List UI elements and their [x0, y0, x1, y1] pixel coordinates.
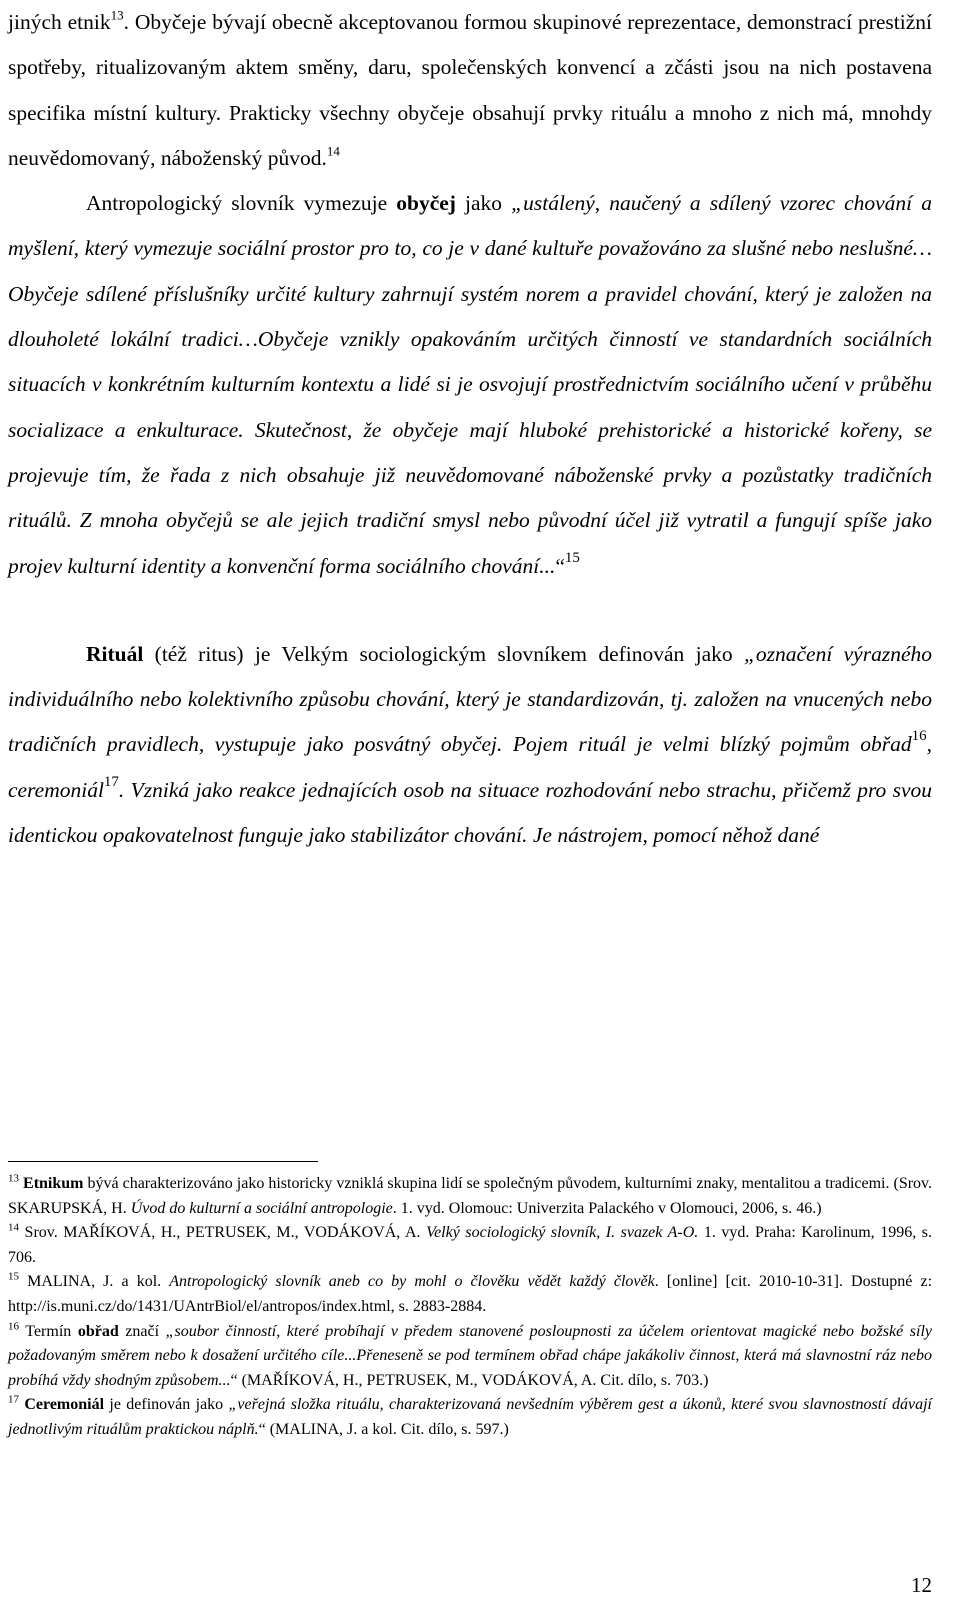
footnote-ref-14[interactable]: 14 — [326, 143, 340, 159]
page-number: 12 — [911, 1573, 932, 1597]
footnote-number: 16 — [8, 1319, 19, 1332]
footnote-17 — [8, 1393, 932, 1442]
footnote-15 — [8, 1270, 932, 1319]
text-run: (též ritus) je Velkým sociologickým slovníkem definován jako — [143, 641, 744, 666]
paragraph-obycej-definition — [8, 181, 932, 589]
text-run: “ (MAŘÍKOVÁ, H., PETRUSEK, M., VODÁKOVÁ, A. Cit. dílo, s. 703.) — [230, 1371, 709, 1389]
footnote-term: Ceremoniál — [24, 1396, 105, 1414]
text-run: značí — [118, 1322, 166, 1340]
text-run: je definován jako — [104, 1396, 229, 1414]
quotation: „označení výrazného individuálního nebo kolektivního způsobu chování, který je standardizován, tj. založen na vnucených nebo tradičních pravidlech, vystupuje jako posvátný obyčej. Pojem rituál je velmi blízký pojmům obřad — [8, 641, 932, 757]
quotation: „veřejná složka rituálu, charakterizovaná nevšedním výběrem gest a úkonů, které svou slavnostností dávají jednotlivým rituálům praktickou náplň. — [8, 1396, 933, 1438]
paragraph-obyceje-intro — [8, 0, 932, 181]
footnotes — [8, 1172, 932, 1443]
paragraph-ritual-definition — [8, 632, 932, 858]
text-run: MALINA, J. a kol. — [19, 1273, 170, 1291]
footnote-ref-16[interactable]: 16 — [911, 728, 927, 745]
term-obycej: obyčej — [396, 191, 456, 216]
text-run: . Obyčeje bývají obecně akceptovanou formou skupinové reprezentace, demonstrací prestižní spotřeby, ritualizovaným aktem směny, daru, společenských konvencí a zčásti jsou na nich postavena specifika místní kultury. Prakticky všechny obyčeje obsahují prvky rituálu a mnoho z nich má, mnohdy neuvědomovaný, náboženský původ. — [8, 10, 933, 170]
footnote-ref-13[interactable]: 13 — [110, 7, 124, 23]
footnote-ref-15[interactable]: 15 — [564, 549, 580, 566]
quotation: , ceremoniál — [8, 732, 932, 802]
footnote-term: obřad — [77, 1322, 119, 1340]
text-run: Srov. MAŘÍKOVÁ, H., PETRUSEK, M., VODÁKOVÁ, A. — [19, 1224, 427, 1242]
footnote-term: Etnikum — [23, 1175, 84, 1192]
text-run: bývá charakterizováno jako historicky vzniklá skupina lidí se společným původem, kulturními znaky, mentalitou a tradicemi. (Srov. SKARUPSKÁ, H. — [8, 1175, 933, 1217]
quotation: . Vzniká jako reakce jednajících osob na situace rozhodování nebo strachu, přičemž pro svou identickou opakovatelnost funguje jako stabilizátor chování. Je nástrojem, pomocí něhož dané — [8, 777, 932, 848]
text-run: Termín — [19, 1322, 78, 1340]
text-run: 1. vyd. Praha: Karolinum, 1996, s. 706. — [8, 1224, 932, 1266]
footnote-divider — [8, 1161, 318, 1162]
book-title: Antropologický slovník aneb co by mohl o člověku vědět každý člověk — [169, 1273, 655, 1291]
text-run: Antropologický slovník vymezuje — [86, 191, 397, 216]
quotation: „ustálený, naučený a sdílený vzorec chování a myšlení, který vymezuje sociální prostor pro to, co je v dané kultuře považováno za slušné nebo neslušné…Obyčeje sdílené příslušníky určité kultury zahrnují systém norem a pravidel chování, který je založen na dlouholeté lokální tradici…Obyčeje vznikly opakováním určitých činností ve standardních sociálních situacích v konkrétním kulturním kontextu a lidé si je osvojují prostřednictvím sociálního učení v průběhu socializace a enkulturace. Skutečnost, že obyčeje mají hluboké prehistorické a historické kořeny, se projevuje tím, že řada z nich obsahuje již neuvědomované náboženské prvky a pozůstatky tradičních rituálů. Z mnoha obyčejů se ale jejich tradiční smysl nebo původní účel již vytratil a fungují spíše jako projev kulturní identity a konvenční forma sociálního chování... — [8, 191, 932, 578]
text-run: jiných etnik — [8, 10, 111, 34]
footnote-number: 14 — [8, 1221, 19, 1234]
footnote-16 — [8, 1320, 932, 1394]
term-ritual: Rituál — [86, 641, 144, 666]
book-title: Úvod do kulturní a sociální antropologie — [130, 1199, 393, 1217]
quotation: „soubor činností, které probíhají v předem stanovené posloupnosti za účelem orientovat magické nebo božské síly požadovaným směrem nebo k dosažení určitého cíle...Přeneseně se pod termínem obřad chápe jakákoliv činnost, která má slavnostní ráz nebo probíhá vždy shodným způsobem... — [8, 1322, 932, 1389]
footnote-ref-17[interactable]: 17 — [103, 773, 119, 790]
footnote-number: 17 — [8, 1393, 19, 1406]
text-run: “ (MALINA, J. a kol. Cit. dílo, s. 597.) — [258, 1420, 509, 1438]
document-page — [8, 0, 933, 1597]
footnote-number: 15 — [8, 1270, 19, 1283]
text-run: . [online] [cit. 2010-10-31]. Dostupné z: http://is.muni.cz/do/1431/UAntrBiol/el/antropos/index.html, s. 2883-2884. — [8, 1273, 933, 1315]
footnote-14 — [8, 1221, 932, 1270]
text-run: jako — [455, 191, 512, 216]
text-run: . 1. vyd. Olomouc: Univerzita Palackého v Olomouci, 2006, s. 46.) — [392, 1199, 822, 1217]
footnote-number: 13 — [8, 1172, 19, 1185]
closing-quote: “ — [555, 553, 565, 578]
footnote-13 — [8, 1172, 932, 1221]
book-title: Velký sociologický slovník, I. svazek A-O. — [426, 1224, 699, 1242]
